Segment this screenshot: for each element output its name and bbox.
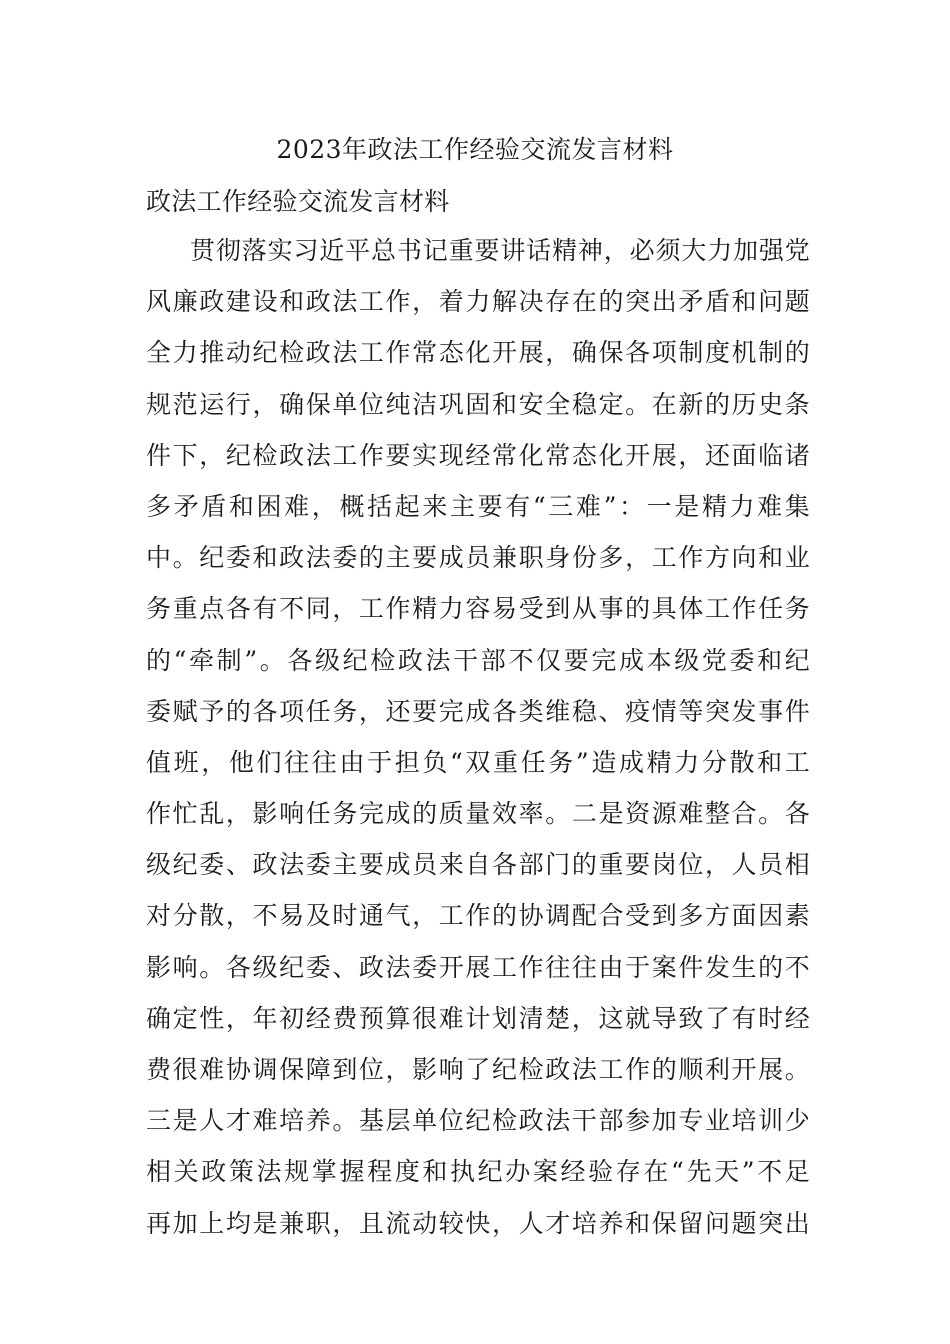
- body-line: 规范运行，确保单位纯洁巩固和安全稳定。在新的历史条: [146, 389, 810, 419]
- body-line: 级纪委、政法委主要成员来自各部门的重要岗位，人员相: [146, 850, 810, 880]
- body-line: 贯彻落实习近平总书记重要讲话精神，必须大力加强党: [190, 236, 810, 265]
- body-line: 件下，纪检政法工作要实现经常化常态化开展，还面临诸: [146, 440, 810, 470]
- document-subtitle: 政法工作经验交流发言材料: [146, 187, 450, 216]
- body-line: 值班，他们往往由于担负“双重任务”造成精力分散和工: [146, 747, 810, 777]
- body-line: 多矛盾和困难，概括起来主要有“三难”：一是精力难集: [146, 491, 810, 521]
- body-line: 务重点各有不同，工作精力容易受到从事的具体工作任务: [146, 594, 810, 624]
- body-line: 作忙乱，影响任务完成的质量效率。二是资源难整合。各: [146, 799, 810, 829]
- body-line: 费很难协调保障到位，影响了纪检政法工作的顺利开展。: [146, 1055, 810, 1084]
- body-line: 三是人才难培养。基层单位纪检政法干部参加专业培训少: [146, 1106, 810, 1136]
- body-line: 的“牵制”。各级纪检政法干部不仅要完成本级党委和纪: [146, 645, 810, 675]
- body-line: 影响。各级纪委、政法委开展工作往往由于案件发生的不: [146, 952, 810, 982]
- body-line: 对分散，不易及时通气，工作的协调配合受到多方面因素: [146, 901, 810, 931]
- body-line: 委赋予的各项任务，还要完成各类维稳、疫情等突发事件: [146, 696, 810, 726]
- body-line: 相关政策法规掌握程度和执纪办案经验存在“先天”不足: [146, 1157, 810, 1187]
- body-paragraph: [146, 230, 810, 1254]
- body-line: 风廉政建设和政法工作，着力解决存在的突出矛盾和问题: [146, 287, 810, 317]
- body-line: 全力推动纪检政法工作常态化开展，确保各项制度机制的: [146, 338, 810, 368]
- body-line: 确定性，年初经费预算很难计划清楚，这就导致了有时经: [146, 1003, 810, 1033]
- body-line: 再加上均是兼职，且流动较快，人才培养和保留问题突出: [146, 1208, 810, 1238]
- document-title: 2023年政法工作经验交流发言材料: [276, 135, 674, 164]
- body-line: 中。纪委和政法委的主要成员兼职身份多，工作方向和业: [146, 543, 810, 573]
